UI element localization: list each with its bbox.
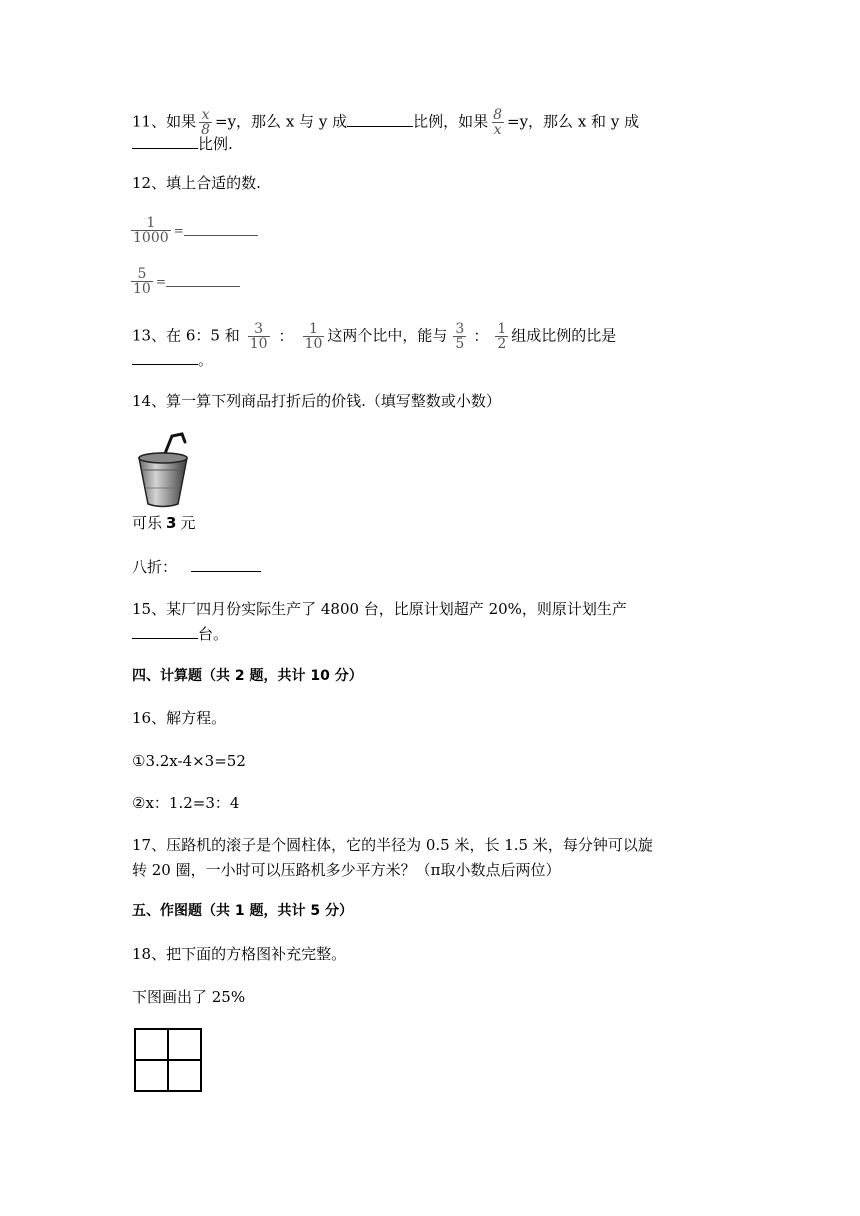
q14-discount: 八折： xyxy=(132,557,261,577)
fraction-8-over-x: $\frac{8}{x}$ xyxy=(493,107,503,138)
q12-title: 12、填上合适的数. xyxy=(132,174,261,192)
q18-title: 18、把下面的方格图补充完整。 xyxy=(132,945,347,963)
q15-line2: 台。 xyxy=(132,624,228,644)
q13-line2: 。 xyxy=(132,350,213,370)
answer-blank[interactable] xyxy=(166,276,240,287)
grid-figure xyxy=(134,1028,202,1092)
fraction-1-over-1000: $\frac{1}{1000}$ xyxy=(133,215,169,246)
q16-equation-1: ①3.2x-4×3=52 xyxy=(132,752,246,770)
answer-blank[interactable] xyxy=(132,624,198,639)
answer-blank[interactable] xyxy=(184,225,258,236)
q15-line1: 15、某厂四月份实际生产了 4800 台，比原计划超产 20%，则原计划生产 xyxy=(132,600,627,618)
section-4-title: 四、计算题（共 2 题，共计 10 分） xyxy=(132,668,363,684)
answer-blank[interactable] xyxy=(132,350,198,365)
q12-item-b: $\frac{5}{10}$ = xyxy=(128,267,240,296)
answer-blank[interactable] xyxy=(347,112,413,127)
q17-line2: 转 20 圈，一小时可以压路机多少平方米？（π取小数点后两位） xyxy=(132,861,561,879)
q11-prefix: 11、如果 xyxy=(132,112,197,131)
q13-line1: 13、在 6：5 和 $\frac{3}{10}$ ： $\frac{1}{10}$ 这两个比中，能与 $\frac{3}{5}$ ： $\frac{1}{2}$ 组成比例的比是 xyxy=(132,321,617,352)
section-5-title: 五、作图题（共 1 题，共计 5 分） xyxy=(132,903,353,919)
q16-equation-2: ②x：1.2=3：4 xyxy=(132,794,240,812)
answer-blank[interactable] xyxy=(191,557,261,572)
fraction-3-over-10: $\frac{3}{10}$ xyxy=(249,321,268,352)
q12-item-a: $\frac{1}{1000}$ = xyxy=(128,216,258,245)
fraction-1-over-10: $\frac{1}{10}$ xyxy=(304,321,323,352)
fraction-1-over-2: $\frac{1}{2}$ xyxy=(497,321,507,352)
q14-title: 14、算一算下列商品打折后的价钱.（填写整数或小数） xyxy=(132,392,501,410)
q11-line1: 11、如果 $\frac{x}{8}$ =y，那么 x 与 y 成 比例，如果 $\frac{8}{x}$ =y，那么 x 和 y 成 xyxy=(132,107,640,138)
cola-cup-image xyxy=(130,430,202,510)
q14-caption: 可乐 3 元 xyxy=(132,514,196,532)
q17-line1: 17、压路机的滚子是个圆柱体，它的半径为 0.5 米，长 1.5 米，每分钟可以旋 xyxy=(132,836,653,854)
fraction-x-over-8: $\frac{x}{8}$ xyxy=(201,107,211,138)
fraction-3-over-5: $\frac{3}{5}$ xyxy=(455,321,465,352)
q11-line2: 比例. xyxy=(132,134,233,154)
q16-title: 16、解方程。 xyxy=(132,709,227,727)
fraction-5-over-10: $\frac{5}{10}$ xyxy=(133,266,151,297)
q18-desc: 下图画出了 25% xyxy=(132,988,246,1006)
answer-blank[interactable] xyxy=(132,134,198,149)
